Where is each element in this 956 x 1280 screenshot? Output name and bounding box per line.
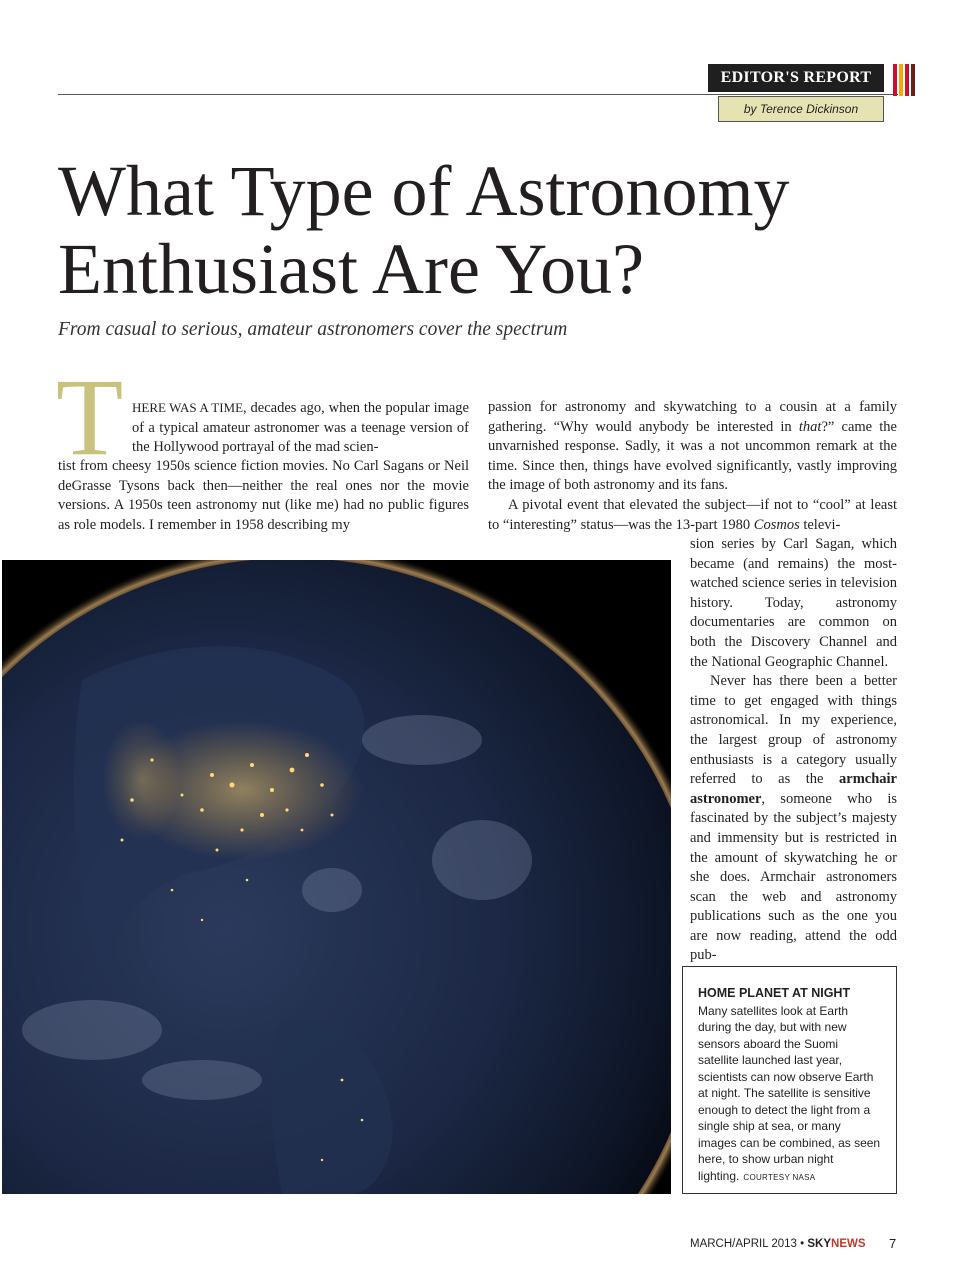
article-title [58,152,918,308]
title-line-2: Enthusiast Are You? [58,229,645,309]
column-2-paragraph-1 [488,398,897,496]
caption-text: Many satellites look at Earth during the day, but with new sensors aboard the Suomi satellite launched last year, scientists can now observe Earth at night. The satellite is sensitive enough to detect the light from a single ship at sea, or many images can be combined, as seen here, to show urban night lighting. [698,1003,881,1183]
column-3 [690,535,897,966]
stripe-3 [905,64,909,96]
article-deck: From casual to serious, amateur astronomers cover the spectrum [58,319,568,340]
stripe-4 [911,64,915,96]
column-1-lead [132,398,469,458]
brand-news: NEWS [831,1238,866,1250]
col2-p2-emphasis: Cosmos [753,516,800,533]
column-3-paragraph-2 [690,672,897,966]
caption-heading: HOME PLANET AT NIGHT [698,986,851,1000]
issue-date: MARCH/APRIL 2013 [690,1238,797,1250]
stripe-2 [899,64,903,96]
earth-night-illustration [2,560,671,1194]
col2-p1-emphasis: that [798,418,822,435]
section-color-stripes [893,64,915,96]
author-byline: by Terence Dickinson [718,96,884,122]
photo-credit: COURTESY NASA [743,1172,816,1182]
column-1-body: tist from cheesy 1950s science fiction movies. No Carl Sagans or Neil deGrasse Tysons back then—neither the real ones nor the movie versions. A 1950s teen astronomy nut (like me) had no public figures as role models. I remember in 1958 describing my [58,458,469,533]
footer-bullet: • [800,1238,805,1250]
title-line-1: What Type of Astronomy [58,151,790,231]
stripe-1 [893,64,897,96]
col2-p1-text-a: passion for astronomy and skywatching to a cousin at a family gathering. “Why would anybody be interested in [488,399,897,435]
col3-p2-text-b: , someone who is fascinated by the subject’s majesty and immensity but is restricted in the amount of skywatching he or she does. Armchair astronomers scan the web and astronomy publications such as the one you are now reading, attend the odd pub- [690,790,897,964]
earth-at-night-photo [2,560,671,1194]
page-number: 7 [889,1236,897,1251]
col2-p2-text-b: televi- [799,516,841,533]
lead-in-text: , decades ago, when the popular image of a typical amateur astronomer was a teenage version of the Hollywood portrayal of the mad scien- [132,400,469,456]
photo-caption-box [682,966,897,1194]
col3-p2-bold-term: armchair astronomer [690,771,897,807]
page-footer [690,1238,866,1250]
header-rule [58,94,898,95]
west-coast-lights [102,720,182,840]
column-2-paragraph-2 [488,496,897,535]
col2-p2-text-a: A pivotal event that elevated the subject—if not to “cool” at least to “interesting” status—was the 13-part 1980 [488,496,897,533]
col3-p2-text-a: Never has there been a better time to get engaged with things astronomical. In my experience, the largest group of astronomy enthusiasts is a category usually referred to as the [690,673,897,788]
column-2 [488,398,897,535]
drop-cap: T [56,356,124,478]
brand-sky: SKY [807,1238,832,1250]
lead-in-caps: HERE WAS A TIME [132,400,244,415]
col2-p1-text-b: ?” came the unvarnished response. Sadly, it was a not uncommon remark at the time. Since then, things have evolved significantly, vastly improving the image of both astronomy and its fans. [488,418,897,494]
section-label: EDITOR'S REPORT [708,64,884,92]
column-3-paragraph-1: sion series by Carl Sagan, which became (and remains) the most-watched science series in television history. Today, astronomy documentaries are common on both the Discovery Channel and the National Geographic Channel. [690,536,897,670]
